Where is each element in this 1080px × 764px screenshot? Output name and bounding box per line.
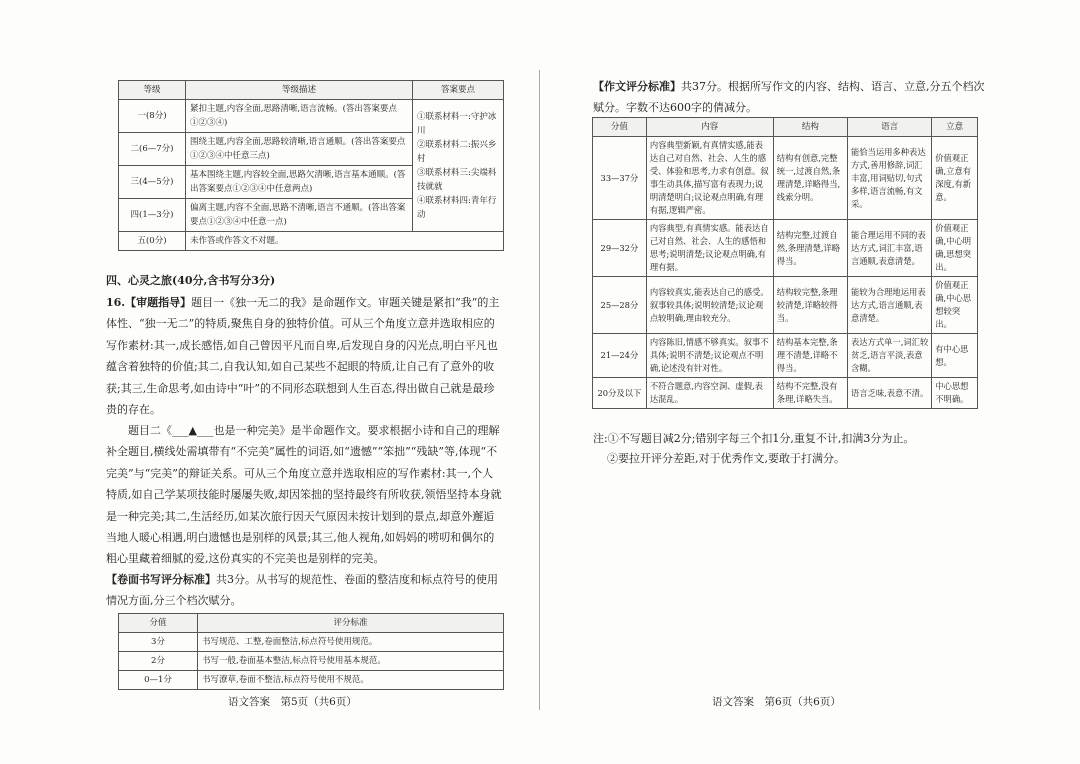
essay-standard-intro (593, 76, 993, 118)
note-1: 注:①不写题目减2分;错别字每三个扣1分,重复不计,扣满3分为止。 (593, 432, 915, 445)
table-row (593, 277, 978, 334)
content-cell: 内容典型,有真情实感。能表达自己对自然、社会、人生的感悟和思考;说明清楚;议论观点明确,有理有据。 (646, 220, 773, 277)
structure-cell: 结构基本完整,条理不清楚,详略不得当。 (773, 334, 847, 378)
notes (593, 429, 993, 469)
language-cell: 能合理运用不同的表达方式,词汇丰富,语言通顺,表意清楚。 (847, 220, 931, 277)
grade-cell: 三(4—5分) (119, 166, 186, 199)
answer-point: ①联系材料一:守护冰川 (417, 111, 497, 136)
grade-cell: 五(0分) (119, 232, 186, 251)
language-cell: 表达方式单一,词汇较贫乏,语言平淡,表意含糊。 (847, 334, 931, 378)
answer-point: ②联系材料二:振兴乡村 (417, 139, 497, 164)
language-cell: 能较为合理地运用表达方式,语言通顺,表意清楚。 (847, 277, 931, 334)
q16-label: 16.【审题指导】 (106, 296, 192, 309)
content-cell: 不符合题意,内容空洞、虚假,表达混乱。 (646, 378, 773, 409)
content-cell: 内容较真实,能表达自己的感受。叙事较具体;说明较清楚;议论观点较明确,理由较充分。 (646, 277, 773, 334)
page-footer-left: 语文答案 第5页（共6页） (228, 696, 357, 708)
paragraph-2: 题目二《___▲___也是一种完美》是半命题作文。要求根据小诗和自己的理解补全题目,横线处需填带有“不完美”属性的词语,如“遗憾”“笨拙”“残缺”等,体现“不完美”与“完美”的辩证关系。可从三个角度立意并选取相应的写作素材:其一,个人特质,如自己学某项技能时屡屡失败,却因笨拙的坚持最终有所收获,领悟坚持本身就是一种完美;其二,生活经历,如某次旅行因天气原因未按计划到的景点,却意外邂逅当地人暖心相遇,明白遗憾也是别样的风景;其三,他人视角,如妈妈的唠叨和偶尔的粗心里藏着细腻的爱,这份真实的不完美也是别样的完美。 (106, 424, 502, 566)
essay-table (592, 117, 978, 409)
grade-cell: 四(1—3分) (119, 199, 186, 232)
grade-table-header (119, 81, 504, 100)
score-cell: 20分及以下 (593, 378, 647, 409)
handwriting-standard (106, 569, 504, 612)
table-row (119, 100, 504, 133)
hw-text: 共3分。从书写的规范性、卷面的整洁度和标点符号的使用情况方面,分三个档次赋分。 (106, 573, 498, 608)
desc-cell: 围绕主题,内容全面,思路较清晰,语言通顺。(答出答案要点①②③④中任意三点) (186, 133, 413, 166)
paragraph-1: 题目一《独一无二的我》是命题作文。审题关键是紧扣“我”的主体性、“独一无二”的特质,聚焦自身的独特价值。可从三个角度立意并选取相应的写作素材:其一,成长感悟,如自己曾因平凡而自卑,后发现自身的闪光点,明白平凡也蕴含着独特的价值;其二,自我认知,如自己某些不起眼的特质,让自己有了意外的收获;其三,生命思考,如由诗中“叶”的不同形态联想到人生百态,得出做自己就是最珍贵的存在。 (106, 296, 500, 417)
header-standard: 评分标准 (198, 614, 504, 633)
table-row (593, 137, 978, 220)
structure-cell: 结构较完整,条理较清楚,详略较得当。 (773, 277, 847, 334)
content-cell: 内容陈旧,情感不够真实。叙事不具体;说明不清楚;议论观点不明确,论述没有针对性。 (646, 334, 773, 378)
note-2: ②要拉开评分差距,对于优秀作文,要敢于打满分。 (607, 452, 845, 465)
intent-cell: 价值观正确,中心明确,思想突出。 (932, 220, 978, 277)
intent-cell: 有中心思想。 (932, 334, 978, 378)
header-intent: 立意 (932, 118, 978, 137)
desc-cell: 偏离主题,内容不全面,思路不清晰,语言不通顺。(答出答案要点①②③④中任意一点) (186, 199, 413, 232)
score-cell: 3分 (119, 633, 198, 652)
header-structure: 结构 (773, 118, 847, 137)
intent-cell: 价值观正确,立意有深度,有新意。 (932, 137, 978, 220)
score-cell: 2分 (119, 652, 198, 671)
handwriting-table (118, 613, 504, 690)
table-row (119, 671, 504, 690)
grade-table (118, 80, 504, 251)
header-language: 语言 (847, 118, 931, 137)
intent-cell: 中心思想不明确。 (932, 378, 978, 409)
answer-points-cell (413, 100, 504, 232)
grade-cell: 二(6—7分) (119, 133, 186, 166)
score-cell: 29—32分 (593, 220, 647, 277)
structure-cell: 结构完整,过渡自然,条理清楚,详略得当。 (773, 220, 847, 277)
content-cell: 内容典型新颖,有真情实感,能表达自己对自然、社会、人生的感受、体验和思考,力求有创意。叙事生动具体,描写富有表现力;说明清楚明白;议论观点明确,有理有据,逻辑严密。 (646, 137, 773, 220)
language-cell: 语言乏味,表意不清。 (847, 378, 931, 409)
intent-cell: 价值观正确,中心思想较突出。 (932, 277, 978, 334)
language-cell: 能恰当运用多种表达方式,善用修辞,词汇丰富,用词贴切,句式多样,语言流畅,有文采。 (847, 137, 931, 220)
header-desc: 等级描述 (186, 81, 413, 100)
desc-cell: 紧扣主题,内容全面,思路清晰,语言流畅。(答出答案要点①②③④) (186, 100, 413, 133)
score-cell: 25—28分 (593, 277, 647, 334)
score-cell: 33—37分 (593, 137, 647, 220)
header-content: 内容 (646, 118, 773, 137)
essay-intro: 共37分。根据所写作文的内容、结构、语言、立意,分五个档次赋分。字数不达600字的倩减分。 (593, 80, 985, 114)
section-title: 四、心灵之旅(40分,含书写分3分) (106, 274, 276, 287)
header-score: 分值 (119, 614, 198, 633)
score-cell: 0—1分 (119, 671, 198, 690)
essay-label: 【作文评分标准】 (593, 80, 681, 93)
desc-cell: 未作答或作答文不对题。 (186, 232, 504, 251)
page-footer-right: 语文答案 第6页（共6页） (712, 696, 841, 708)
answer-point: ④联系材料四:青年行动 (417, 195, 497, 220)
table-row (119, 652, 504, 671)
header-points: 答案要点 (413, 81, 504, 100)
header-grade: 等级 (119, 81, 186, 100)
standard-cell: 书写潦草,卷面不整洁,标点符号使用不规范。 (198, 671, 504, 690)
table-row (119, 633, 504, 652)
question-16-guidance (106, 292, 504, 420)
table-row (593, 220, 978, 277)
standard-cell: 书写一般,卷面基本整洁,标点符号使用基本规范。 (198, 652, 504, 671)
hw-label: 【卷面书写评分标准】 (106, 573, 216, 586)
structure-cell: 结构不完整,没有条理,详略失当。 (773, 378, 847, 409)
standard-cell: 书写规范、工整,卷面整洁,标点符号使用规范。 (198, 633, 504, 652)
table-row (119, 232, 504, 251)
hw-table-header (119, 614, 504, 633)
desc-cell: 基本围绕主题,内容较全面,思路欠清晰,语言基本通顺。(答出答案要点①②③④中任意两点) (186, 166, 413, 199)
table-row (593, 334, 978, 378)
header-score: 分值 (593, 118, 647, 137)
grade-cell: 一(8分) (119, 100, 186, 133)
table-row (593, 378, 978, 409)
essay-table-header (593, 118, 978, 137)
structure-cell: 结构有创意,完整统一,过渡自然,条理清楚,详略得当,线索分明。 (773, 137, 847, 220)
answer-point: ③联系材料三:尖端科技就就 (417, 167, 497, 192)
score-cell: 21—24分 (593, 334, 647, 378)
